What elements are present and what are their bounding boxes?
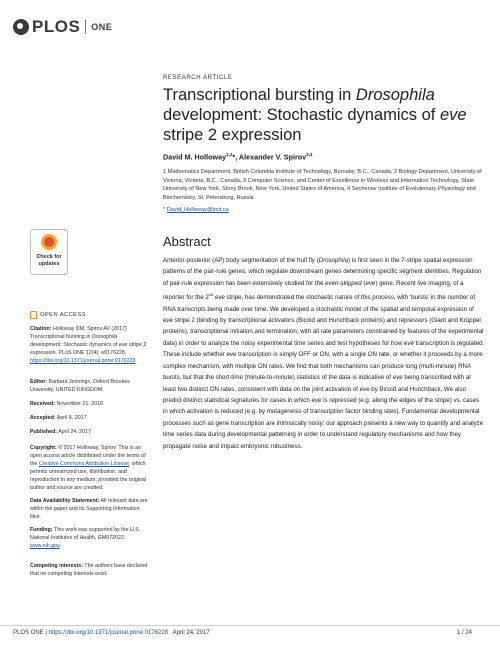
received-block: [30, 401, 148, 409]
badge-line: Check for: [36, 254, 62, 260]
abstract-italic: eve: [163, 317, 173, 325]
title-part: Transcriptional bursting in: [163, 86, 356, 104]
abstract-italic: eve: [403, 339, 414, 347]
logo-text: PLOS: [32, 17, 81, 36]
article-title: [163, 85, 483, 145]
corresponding-email[interactable]: [163, 207, 229, 213]
published-date: April 24, 2017: [57, 429, 91, 435]
badge-label: [31, 254, 67, 267]
citation-text: development: Stochastic dynamics of: [30, 341, 119, 348]
abstract-text: ) is first seen in the 7-stripe spatial expression patterns of the pair-rule genes, which regulate downstream genes determining specific segment identities. Regulation of pair-rule expression has been extensively studied for the: [163, 257, 482, 287]
badge-line: updates: [38, 260, 60, 267]
crossmark-icon: [41, 234, 57, 250]
abstract-text: stripe, has demonstrated the stochastic nature of this process, with ‘bursts’ in the number of RNA transcripts being made over time. We developed a stochastic model of the spatial and temporal expression of: [163, 294, 476, 313]
abstract-text: stripe 2 (binding by transcriptional activators (Bicoid and Hunchback proteins) and repressors (Giant and Krüppel proteins), transcriptional initiation and termination; with all rate parameters constrained by features of the experimental data) in order to analyze the noisy experimental time series and test hypotheses for how: [163, 317, 484, 347]
editor-block: [30, 379, 148, 395]
copyright-text: © 2017 Holloway, Spirov. This is an open access article distributed under the terms of the: [30, 445, 146, 467]
license-link[interactable]: Creative Commons Attribution License: [38, 460, 129, 467]
accepted-date: April 6, 2017: [55, 415, 87, 421]
article-type: RESEARCH ARTICLE: [163, 75, 233, 81]
abstract-italic: eve: [214, 294, 225, 302]
plos-one-logo[interactable]: [13, 16, 112, 38]
citation-italic: eve: [118, 341, 128, 348]
abstract-text: ) gene. Recent live imaging, of a reporter for the 2: [163, 279, 464, 302]
funding-block: [30, 527, 148, 551]
accepted-label: Accepted:: [30, 415, 56, 421]
abstract-text: Anterior-posterior (AP) body segmentation of the fruit fly (: [163, 257, 319, 264]
funding-end: .: [59, 542, 61, 549]
affiliations: 1 Mathematics Department, British Columbia Institute of Technology, Burnaby, B.C., Canada, 2 Biology Department, University of Victoria, Victoria, B.C., Canada, 3 Computer Science, and Center of Excellence in Wireless and Information Technology, State University of New York, Stony Brook, New York, United States of America, 4 Sechenov Institute of Evolutionary Physiology and Biochemistry, St. Petersburg, Russia: [163, 169, 482, 201]
data-availability-block: [30, 498, 148, 522]
competing-interests-label: Competing interests:: [30, 563, 83, 569]
page-number: 1 / 24: [456, 630, 472, 636]
corresponding-mark: *: [232, 152, 236, 162]
abstract-italic: eve: [226, 351, 237, 359]
abstract-text: by Bicoid and Hunchback. We also predict distinct statistical signatures for cases in which: [163, 385, 466, 404]
author-affil-sup: 3,4: [306, 152, 313, 157]
abstract-italic: eve: [359, 385, 370, 393]
data-availability-text: All relevant data are within the paper and its Supporting Information files.: [30, 498, 148, 520]
abstract-italic: Drosophila: [318, 257, 348, 264]
footer-citation: [13, 630, 210, 636]
funding-link[interactable]: www.nih.gov: [30, 542, 60, 549]
copyright-text: , which permits unrestricted use, distribution, and reproduction in any medium, provided the original author and source are credited.: [30, 460, 147, 491]
citation-label: Citation:: [30, 326, 52, 332]
citation-text: Holloway DM, Spirov AV (2017) Transcriptional bursting in: [30, 326, 127, 340]
title-part: stripe 2 expression: [163, 126, 302, 144]
copyright-label: Copyright:: [30, 445, 57, 451]
email-marker: *: [163, 207, 166, 213]
citation-text: stripe 2 expression. PLoS ONE 12(4): e0176228.: [30, 341, 147, 356]
published-block: [30, 429, 148, 437]
accepted-block: [30, 415, 148, 423]
title-part: development: Stochastic dynamics of: [163, 106, 440, 124]
citation-block: [30, 326, 148, 366]
abstract-text: is repressed (e.g. along the edges of the stripe) vs. cases in which activation is reduced (e.g. by mutagenesis of transcription factor binding sites). Fundamental developmental processes such as gene transcription are intrinsically noisy; our approach presents a new way to quantify and analyze time series data during developmental patterning in order to understand regulatory mechanisms and how they propagate noise and impact embryonic robustness.: [163, 396, 484, 450]
abstract-text: transcription is simply OFF or ON, with a single ON rate, or whether it proceeds by a more complex mechanism, with multiple ON rates. We find that both mechanisms can produce long (multi-minute) RNA bursts, but that the short-time (minute-to-minute) statistics of the data is indicative of: [163, 351, 483, 382]
abstract-italic: eve: [311, 396, 322, 404]
title-italic: Drosophila: [355, 86, 435, 104]
data-availability-label: Data Availability Statement:: [30, 498, 100, 504]
received-date: November 21, 2016: [55, 401, 104, 407]
open-access-text: OPEN ACCESS: [40, 312, 86, 318]
footer-journal: PLOS ONE |: [13, 630, 49, 636]
citation-doi-link[interactable]: https://doi.org/10.1371/journal.pone.0176228: [30, 357, 136, 364]
abstract-text: (: [361, 279, 366, 287]
abstract-sup: nd: [208, 292, 214, 298]
author-affil-sup: 1,2: [226, 152, 233, 157]
title-italic: eve: [439, 106, 467, 124]
author-name[interactable]: Alexander V. Spirov: [238, 152, 307, 162]
received-label: Received:: [30, 401, 56, 407]
logo-journal: ONE: [91, 22, 113, 32]
funding-label: Funding:: [30, 527, 53, 533]
abstract-text: transcription is regulated. These include whether: [163, 339, 485, 359]
funding-text: This work was supported by the U.S. National Institutes of Health, GM072022.: [30, 527, 141, 541]
competing-interests-text: The authors have declared that no competing interests exist.: [30, 563, 148, 577]
copyright-block: [30, 445, 148, 492]
author-name[interactable]: David M. Holloway: [163, 152, 227, 162]
footer-date: April 24, 2017: [168, 630, 210, 636]
citation-italic: Drosophila: [91, 333, 118, 340]
logo-divider: [85, 20, 86, 34]
footer-divider: [0, 625, 500, 626]
abstract-italic: eve: [365, 279, 376, 287]
plos-logo-icon: [13, 19, 29, 35]
author-list: [163, 152, 312, 161]
abstract-text: being transcribed with at least two distinct ON rates, consistent with data on the joint activation of: [163, 374, 471, 393]
editor-label: Editor:: [30, 379, 48, 385]
abstract-italic: eve: [392, 374, 403, 382]
check-for-updates-badge[interactable]: [30, 229, 68, 275]
competing-interests-block: [30, 563, 148, 579]
editor-text: Barbara Jennings, Oxford Brookes University, UNITED KINGDOM: [30, 379, 130, 393]
email-link[interactable]: David_Holloway@bcit.ca: [166, 207, 229, 213]
author-separator: ,: [235, 152, 239, 162]
abstract-italic: even-skipped: [325, 279, 362, 287]
open-lock-icon: [30, 311, 37, 319]
published-label: Published:: [30, 429, 58, 435]
abstract-body: [163, 255, 485, 452]
abstract-heading: Abstract: [163, 234, 211, 249]
open-access-label: [30, 311, 86, 319]
footer-doi-link[interactable]: https://doi.org/10.1371/journal.pone.0176228: [48, 630, 169, 636]
